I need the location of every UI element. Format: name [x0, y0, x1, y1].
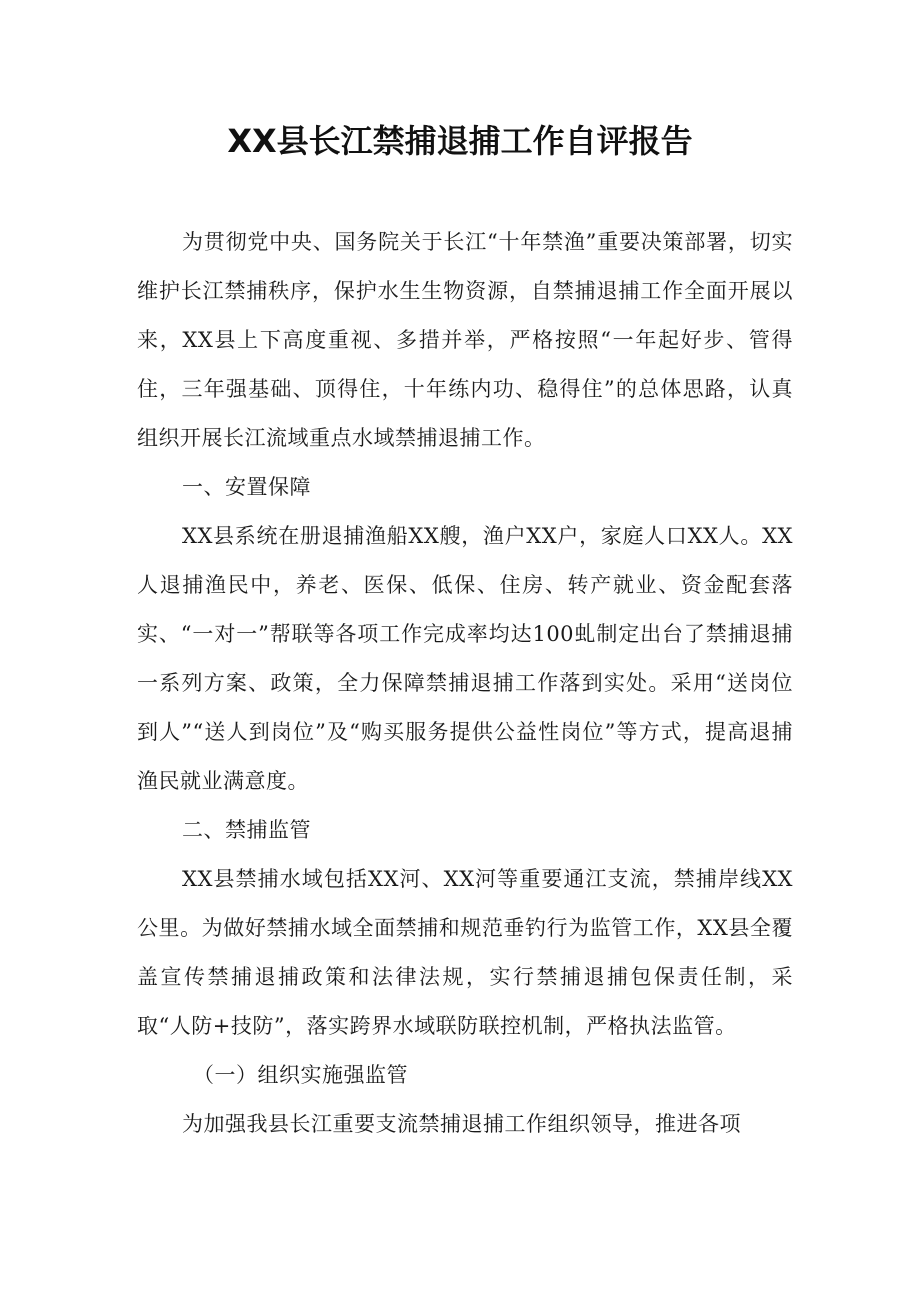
document-title: XX县长江禁捕退捕工作自评报告 [227, 122, 693, 160]
section-heading-resettlement: 一、安置保障 [182, 475, 311, 499]
subsection-paragraph-organization: 为加强我县长江重要支流禁捕退捕工作组织领导，推进各项 [182, 1112, 741, 1136]
section-heading-supervision: 二、禁捕监管 [182, 818, 311, 842]
intro-paragraph: 为贯彻党中央、国务院关于长江“十年禁渔”重要决策部署，切实维护长江禁捕秩序，保护水生生物资源，自禁捕退捕工作全面开展以来，XX县上下高度重视、多措并举，严格按照“一年起好步、管得住，三年强基础、顶得住，十年练内功、稳得住”的总体思路，认真组织开展长江流域重点水域禁捕退捕工作。 [137, 230, 793, 450]
document-body [137, 218, 793, 1149]
subsection-heading-organization: （一）组织实施强监管 [193, 1063, 408, 1087]
section-paragraph-supervision: XX县禁捕水域包括XX河、XX河等重要通江支流，禁捕岸线XX公里。为做好禁捕水域全面禁捕和规范垂钓行为监管工作，XX县全覆盖宣传禁捕退捕政策和法律法规，实行禁捕退捕包保责任制，采取“人防+技防”，落实跨界水域联防联控机制，严格执法监管。 [137, 867, 793, 1038]
section-paragraph-resettlement: XX县系统在册退捕渔船XX艘，渔户XX户，家庭人口XX人。XX人退捕渔民中，养老、医保、低保、住房、转产就业、资金配套落实、“一对一”帮联等各项工作完成率均达100虬制定出台了禁捕退捕一系列方案、政策，全力保障禁捕退捕工作落到实处。采用“送岗位到人”“送人到岗位”及“购买服务提供公益性岗位”等方式，提高退捕渔民就业满意度。 [137, 524, 793, 793]
